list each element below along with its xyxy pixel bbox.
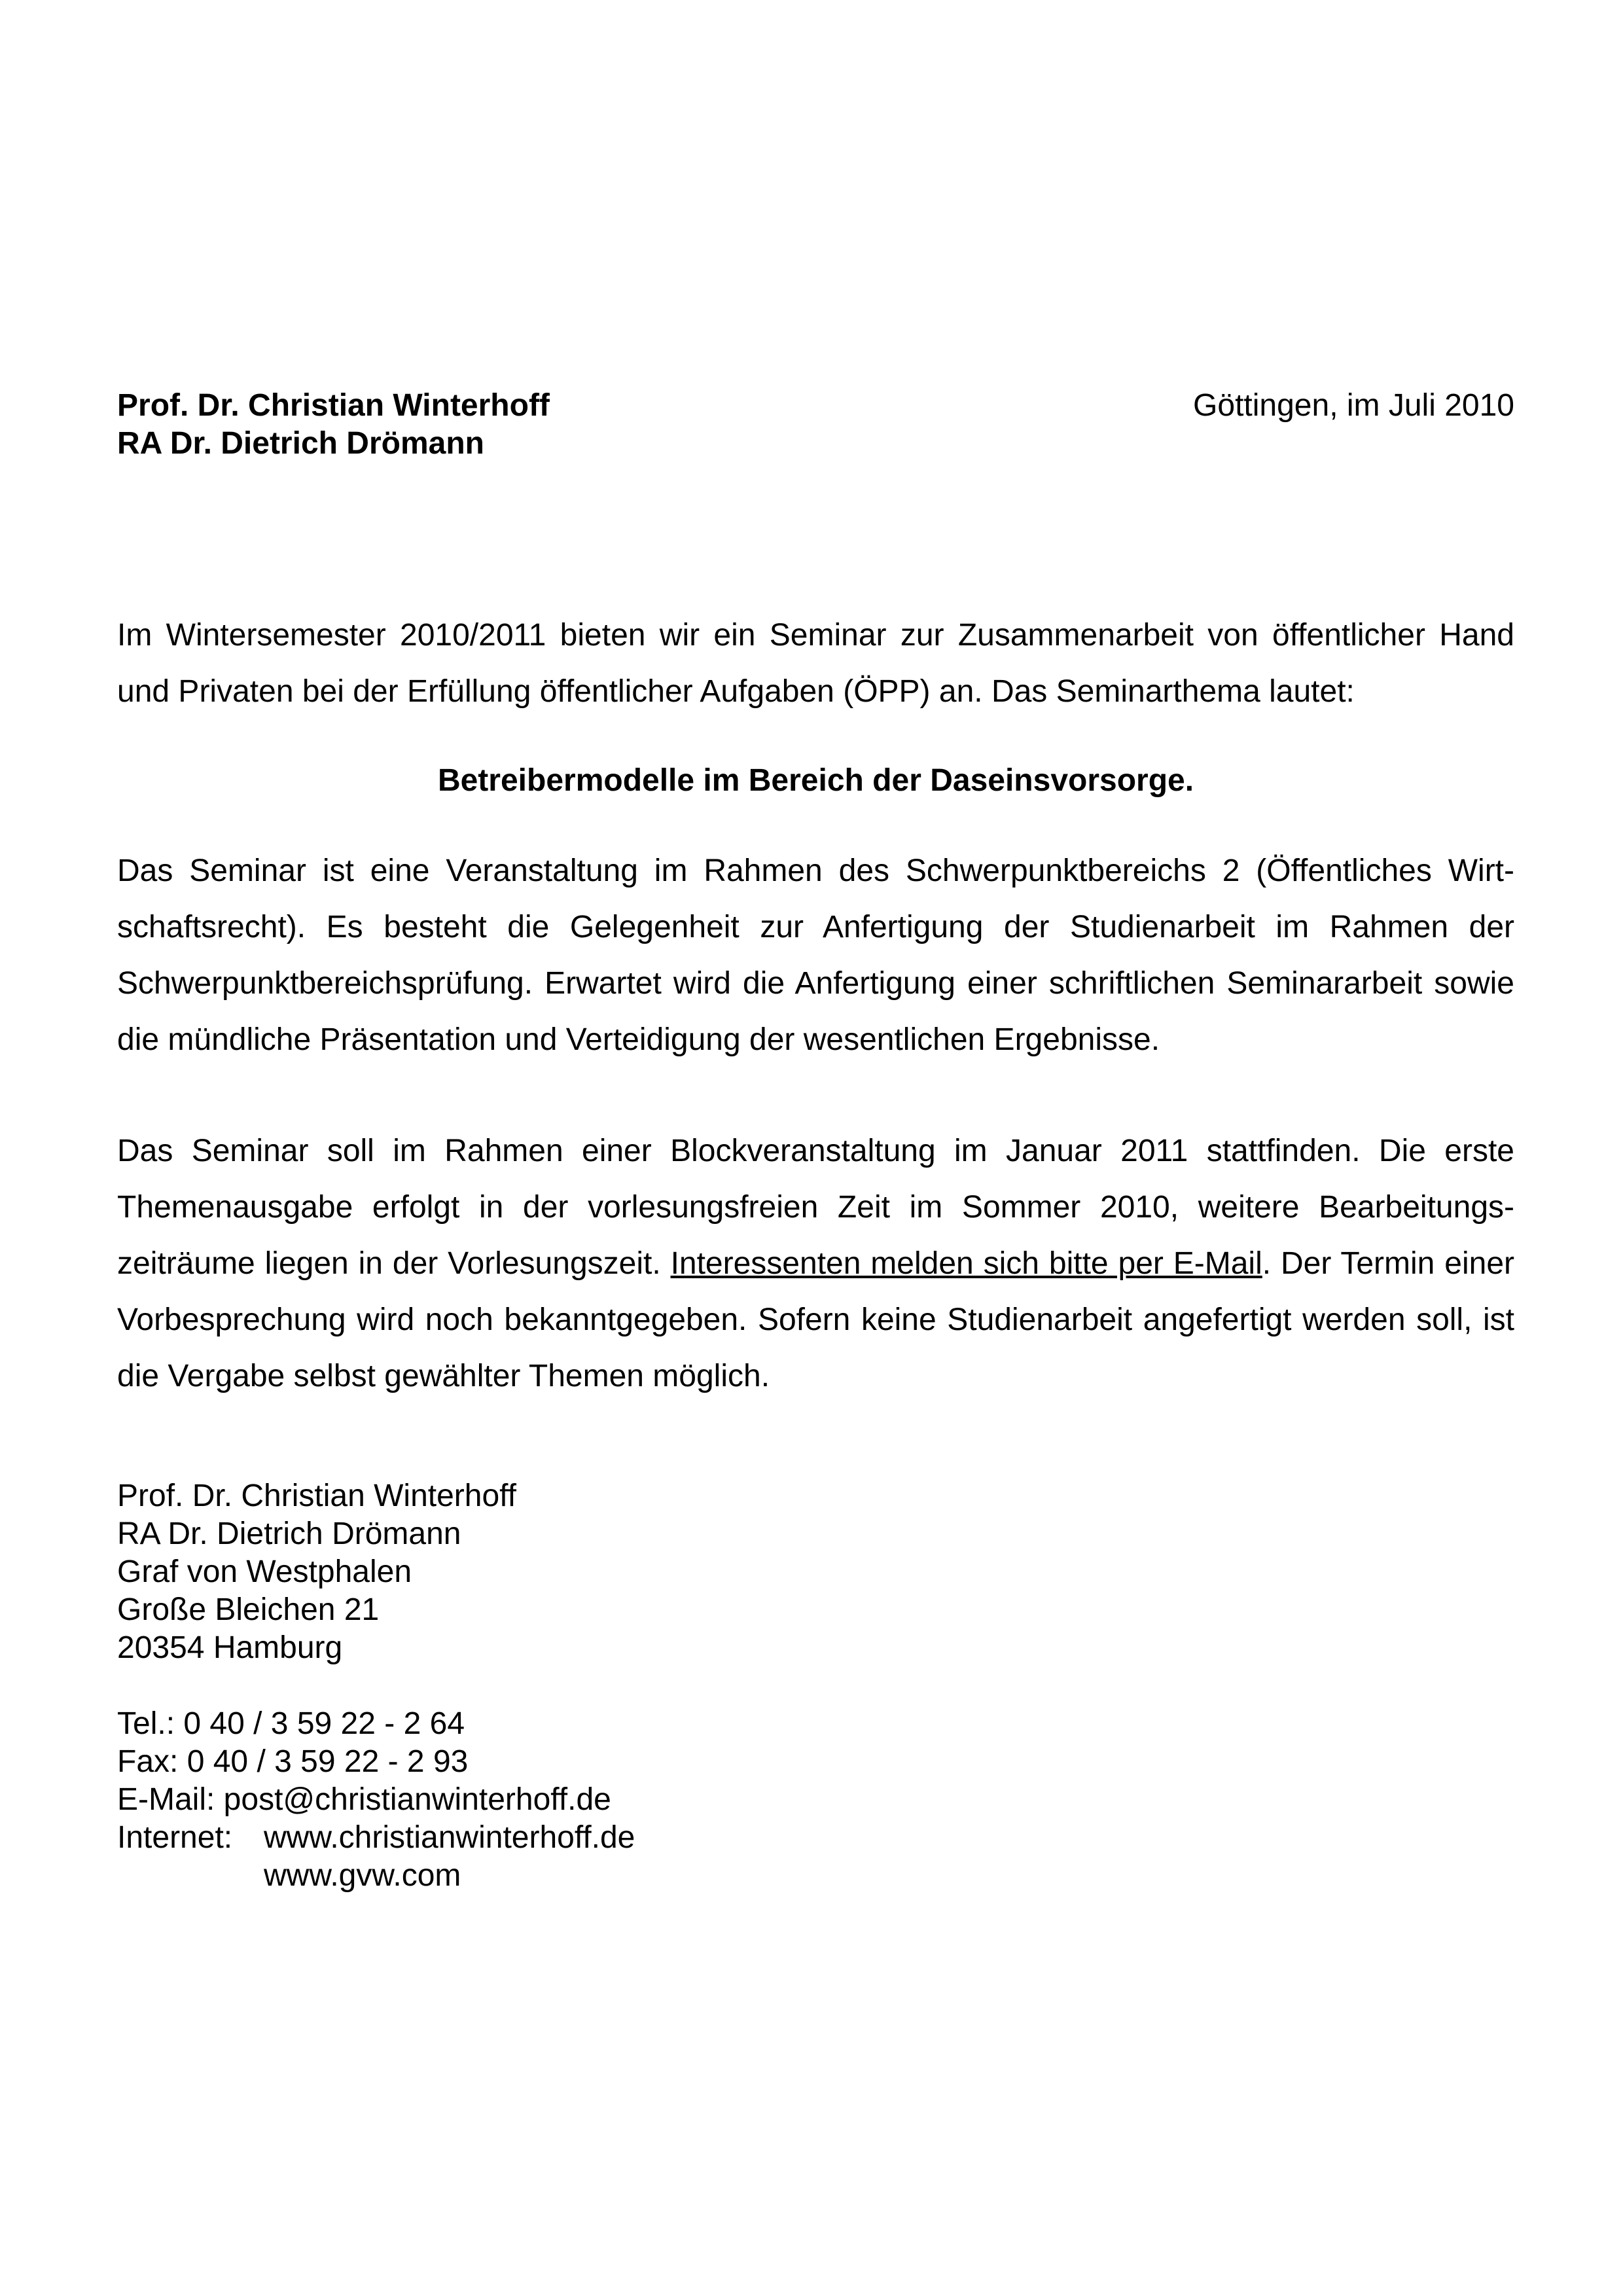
seminar-topic: Betreibermodelle im Bereich der Daseinsvorsorge. xyxy=(437,763,1194,798)
contact-firm: Graf von Westphalen xyxy=(117,1554,412,1589)
author-name-1: Prof. Dr. Christian Winterhoff xyxy=(117,388,550,423)
author-block xyxy=(117,387,902,463)
contact-block xyxy=(117,1477,1033,1895)
internet-label: Internet: xyxy=(117,1820,233,1855)
intro-paragraph: Im Wintersemester 2010/2011 bieten wir ein Seminar zur Zusammenarbeit von öffentlicher Hand und Privaten bei der Erfüllung öffentlicher Aufgaben (ÖPP) an. Das Seminarthema lautet: xyxy=(117,618,1514,709)
contact-internet-row xyxy=(117,1819,1033,1857)
contact-tel: Tel.: 0 40 / 3 59 22 - 2 64 xyxy=(117,1706,465,1741)
website-link-2: www.gvw.com xyxy=(264,1858,461,1893)
schedule-text-before: Das Seminar soll im Rahmen einer Blockveranstaltung im Januar 2011 stattfinden. Die erste Themenausgabe erfolgt in der vorlesungsfreien Zeit im Sommer 2010, weitere Bearbeitungszeiträume liegen in der Vorlesungszeit. xyxy=(117,1134,1514,1281)
paragraph-schedule xyxy=(117,1123,1514,1405)
registration-note: Interessenten melden sich bitte per E-Mail xyxy=(670,1246,1262,1281)
contact-city: 20354 Hamburg xyxy=(117,1630,343,1665)
contact-fax: Fax: 0 40 / 3 59 22 - 2 93 xyxy=(117,1744,469,1779)
contact-street: Große Bleichen 21 xyxy=(117,1592,380,1627)
contact-name-2: RA Dr. Dietrich Drömann xyxy=(117,1516,461,1551)
website-link-1: www.christianwinterhoff.de xyxy=(264,1820,635,1855)
author-name-2: RA Dr. Dietrich Drömann xyxy=(117,426,484,461)
contact-email: E-Mail: post@christianwinterhoff.de xyxy=(117,1782,611,1817)
paragraph-seminar-details: Das Seminar ist eine Veranstaltung im Rahmen des Schwerpunktbereichs 2 (Öffentliches Wirtschaftsrecht). Es besteht die Gelegenheit zur Anfertigung der Studienarbeit im Rahmen der Schwerpunktbereichsprüfung. Erwartet wird die Anfertigung einer schriftlichen Seminararbeit sowie die mündliche Präsentation und Verteidigung der wesentlichen Ergebnisse. xyxy=(117,853,1514,1057)
schedule-text-after: . Der Termin einer Vorbesprechung wird noch bekanntgegeben. Sofern keine Studienarbeit angefertigt werden soll, ist die Vergabe selbst gewählter Themen möglich. xyxy=(117,1246,1515,1393)
contact-spacer xyxy=(117,1667,1033,1705)
contact-name-1: Prof. Dr. Christian Winterhoff xyxy=(117,1479,516,1513)
place-date: Göttingen, im Juli 2010 xyxy=(1193,388,1514,423)
